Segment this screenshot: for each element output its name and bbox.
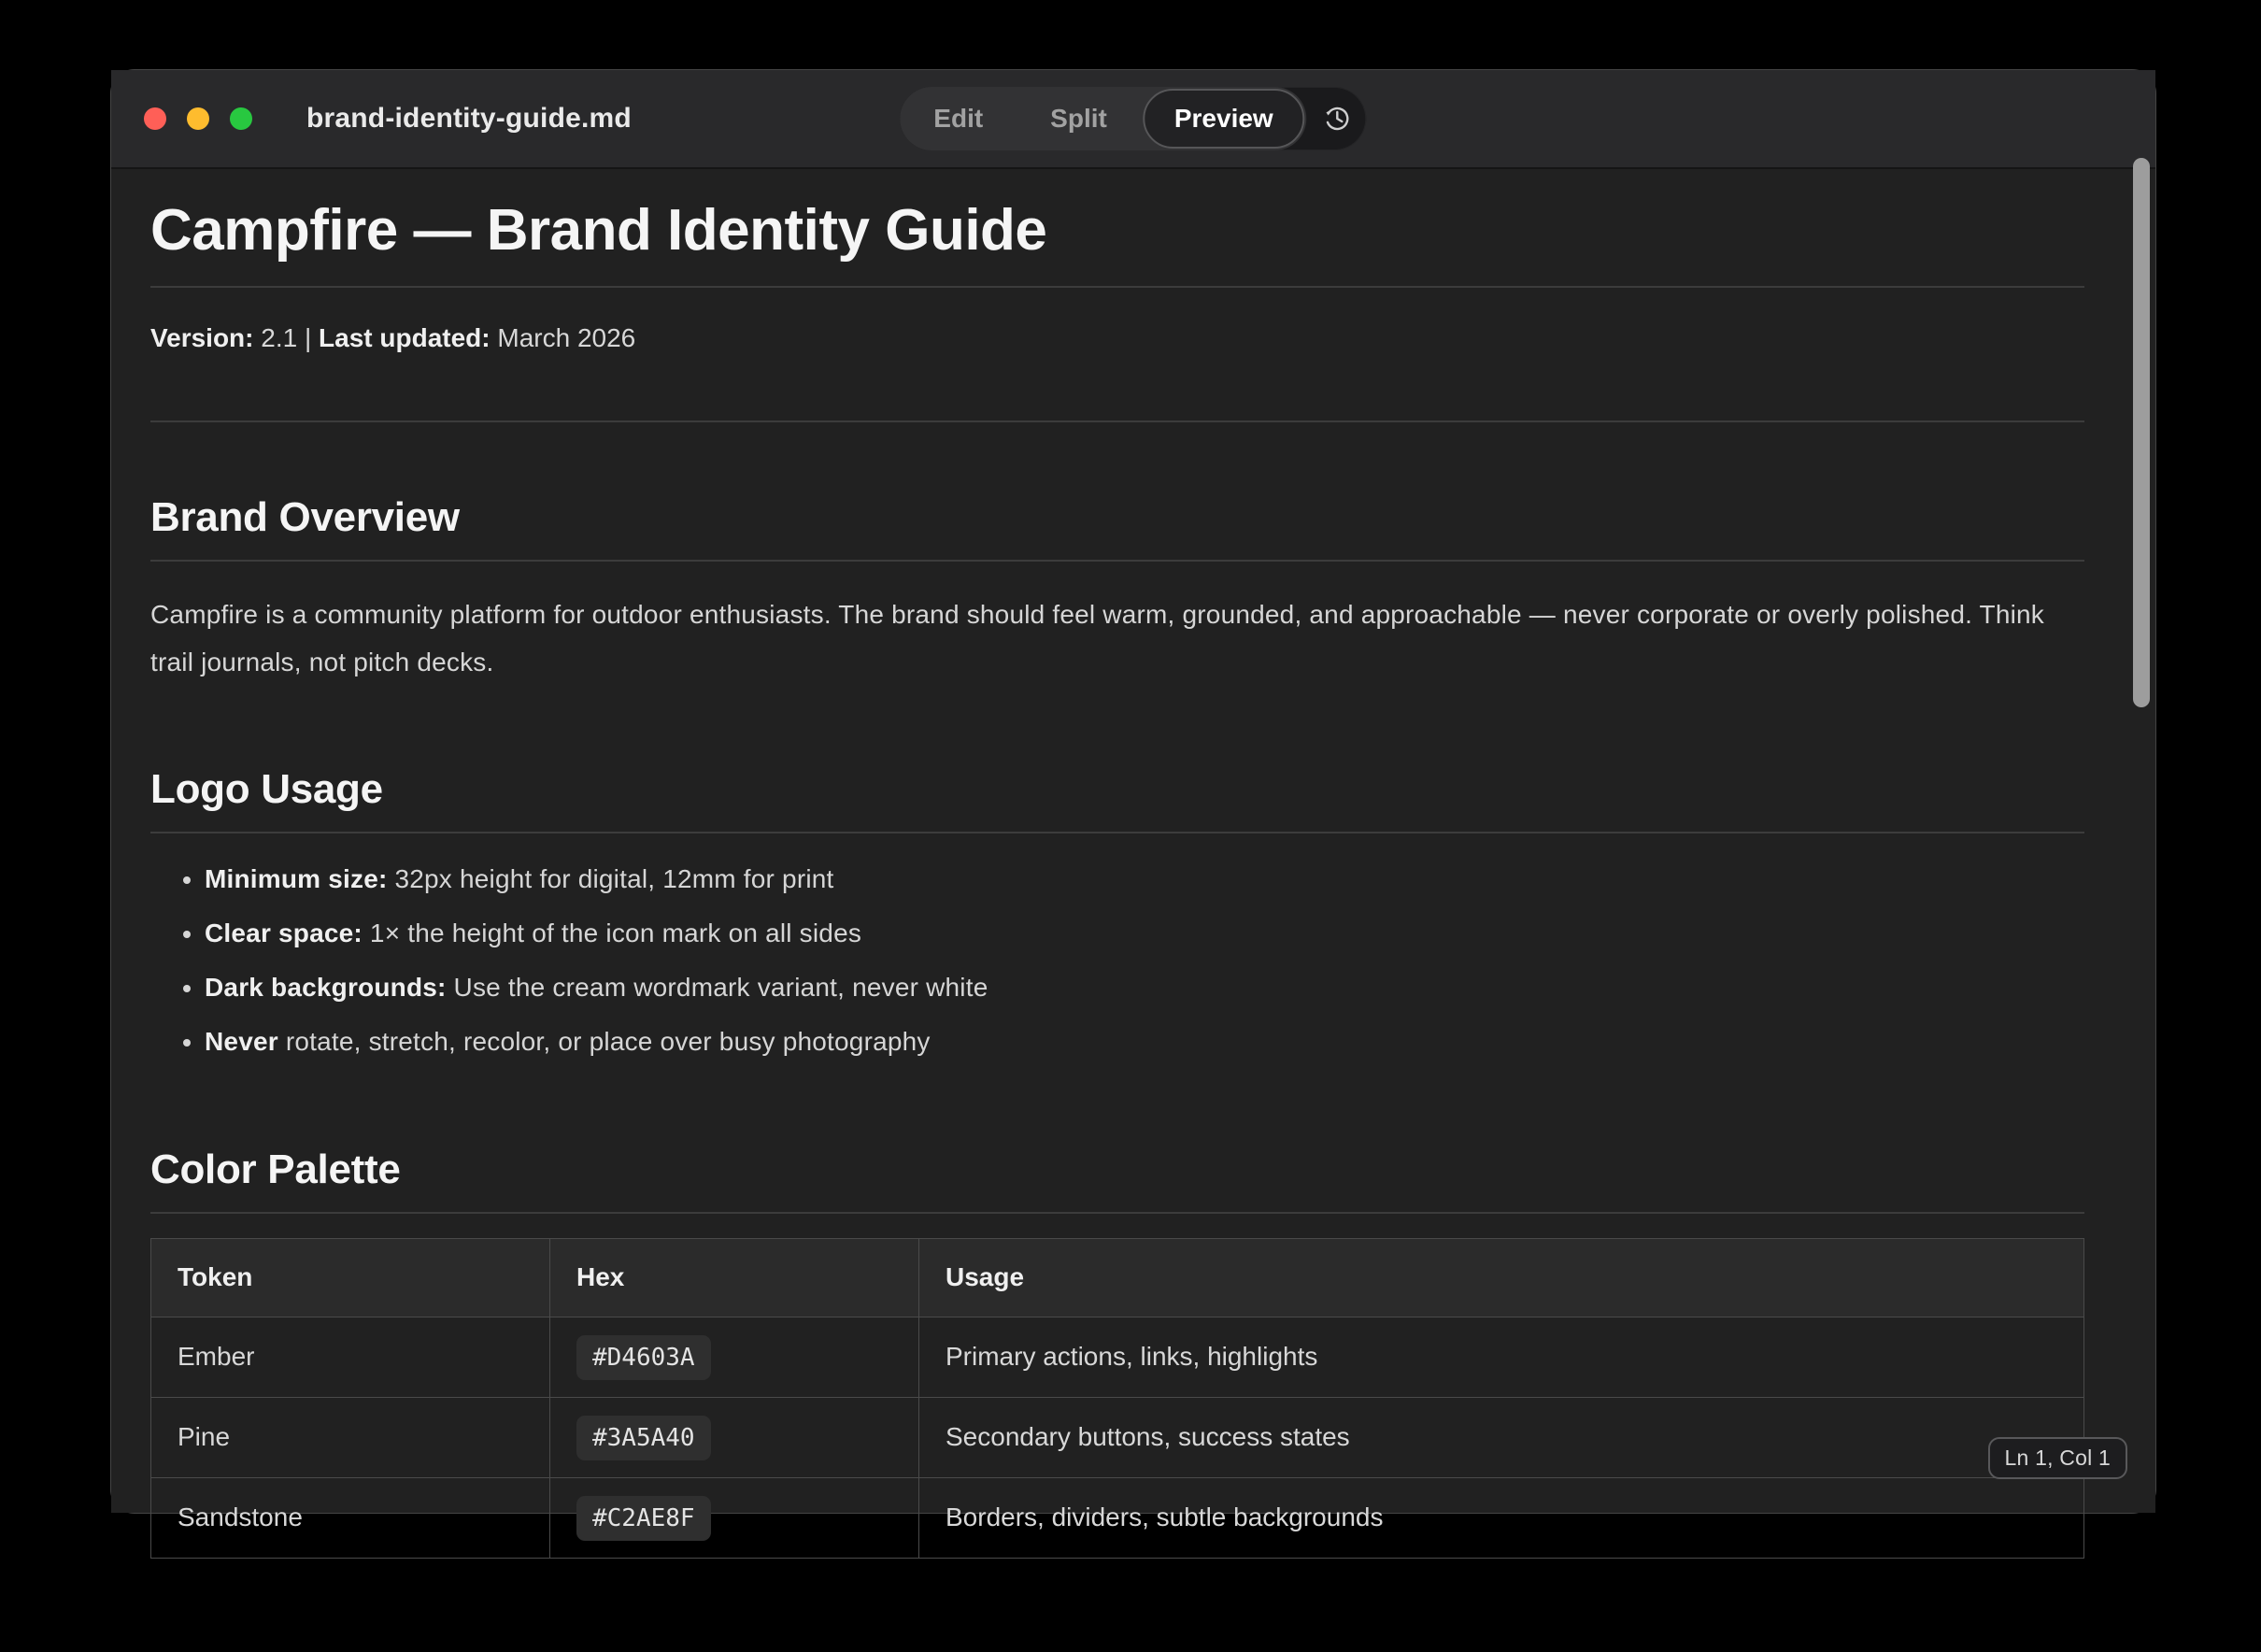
hex-cell <box>550 1317 919 1397</box>
hex-code: #3A5A40 <box>576 1416 711 1460</box>
token-cell: Sandstone <box>151 1477 550 1558</box>
cursor-position-badge: Ln 1, Col 1 <box>1988 1437 2127 1479</box>
list-item: • Never rotate, stretch, recolor, or place over busy photography <box>205 1024 2084 1060</box>
doc-meta <box>150 323 2084 353</box>
table-header-row <box>151 1238 2084 1317</box>
hex-cell <box>550 1397 919 1477</box>
tab-split[interactable]: Split <box>1017 87 1141 150</box>
token-cell: Pine <box>151 1397 550 1477</box>
overview-paragraph: Campfire is a community platform for outdoor enthusiasts. The brand should feel warm, grounded, and approachable — never corporate or overly polished. Think trail journals, not pitch decks. <box>150 600 2045 677</box>
usage-cell: Secondary buttons, success states <box>919 1397 2084 1477</box>
preview-pane <box>111 171 2155 1533</box>
titlebar <box>111 70 2155 169</box>
col-header-usage: Usage <box>919 1238 2084 1317</box>
section-heading-color-palette: Color Palette <box>150 1146 2084 1214</box>
table-row <box>151 1317 2084 1397</box>
section-heading-logo-usage: Logo Usage <box>150 765 2084 833</box>
window-title: brand-identity-guide.md <box>306 103 632 134</box>
zoom-button[interactable] <box>230 107 252 130</box>
tab-preview[interactable]: Preview <box>1143 89 1305 149</box>
updated-label: Last updated: <box>319 323 491 353</box>
table-row <box>151 1397 2084 1477</box>
token-cell: Ember <box>151 1317 550 1397</box>
divider <box>150 420 2084 422</box>
version-history-button[interactable] <box>1307 87 1367 150</box>
col-header-token: Token <box>151 1238 550 1317</box>
color-palette-table <box>150 1238 2084 1559</box>
tab-edit[interactable]: Edit <box>900 87 1017 150</box>
minimize-button[interactable] <box>187 107 209 130</box>
updated-value: March 2026 <box>490 323 636 353</box>
traffic-lights <box>144 107 252 130</box>
list-item: • Minimum size: 32px height for digital, 12mm for print <box>205 862 2084 897</box>
section-heading-brand-overview: Brand Overview <box>150 493 2084 562</box>
scrollbar[interactable] <box>2133 158 2150 707</box>
hex-code: #C2AE8F <box>576 1496 711 1541</box>
mode-segments <box>900 87 1306 150</box>
app-window <box>110 69 2156 1533</box>
version-value: 2.1 | <box>253 323 320 353</box>
version-label: Version: <box>150 323 254 353</box>
history-clock-icon <box>1320 102 1354 135</box>
doc-title: Campfire — Brand Identity Guide <box>150 190 2084 288</box>
hex-cell <box>550 1477 919 1558</box>
list-item: • Dark backgrounds: Use the cream wordmark variant, never white <box>205 970 2084 1005</box>
logo-usage-list <box>150 862 2084 1060</box>
close-button[interactable] <box>144 107 166 130</box>
mode-switcher <box>900 87 1366 150</box>
usage-cell: Primary actions, links, highlights <box>919 1317 2084 1397</box>
table-row <box>151 1477 2084 1558</box>
hex-code: #D4603A <box>576 1335 711 1380</box>
list-item: • Clear space: 1× the height of the icon mark on all sides <box>205 916 2084 951</box>
usage-cell: Borders, dividers, subtle backgrounds <box>919 1477 2084 1558</box>
col-header-hex: Hex <box>550 1238 919 1317</box>
